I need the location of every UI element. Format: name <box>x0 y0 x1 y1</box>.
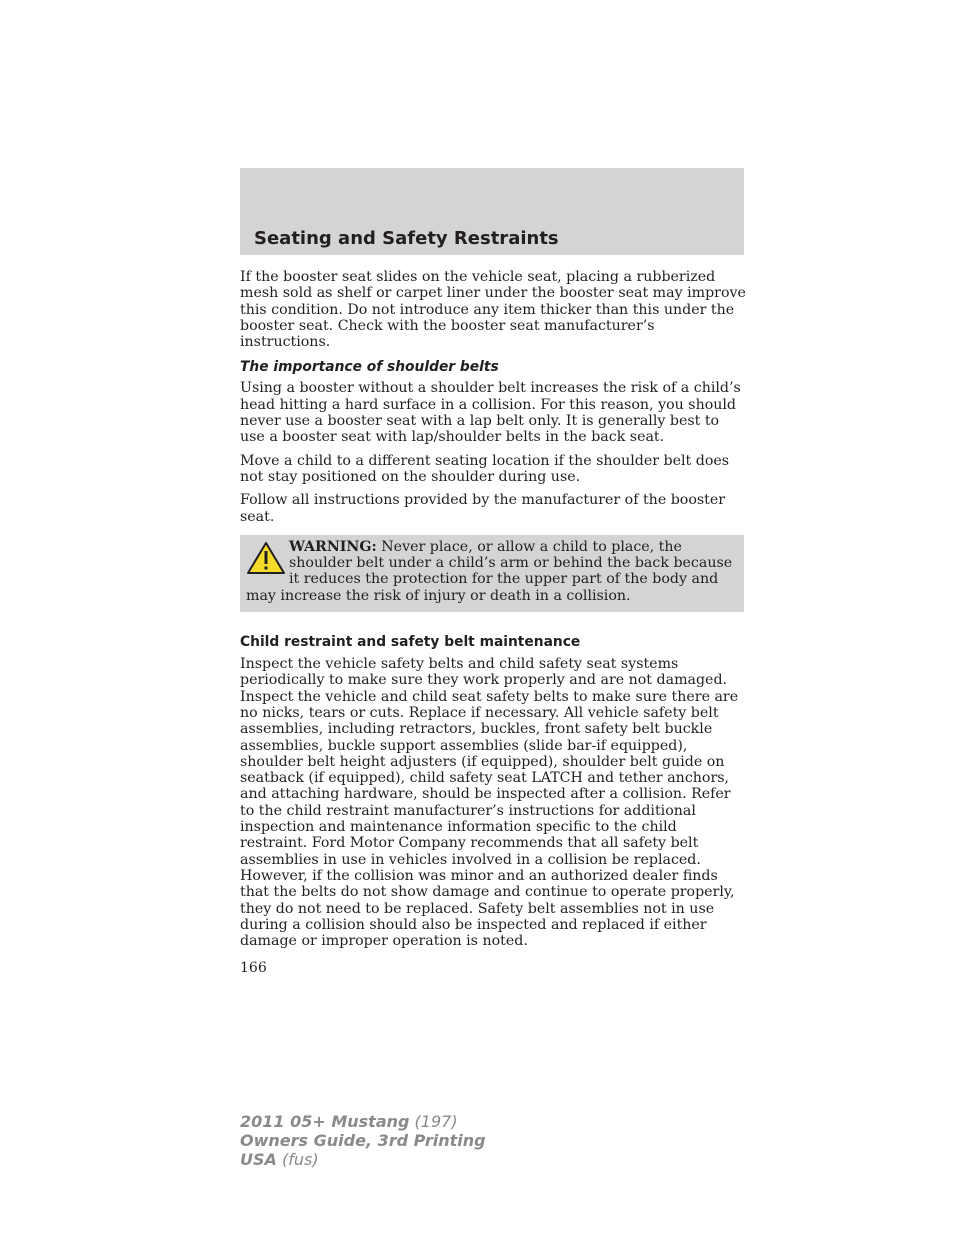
warning-text-block <box>246 539 738 604</box>
footer-line-2 <box>240 1131 486 1150</box>
shoulder-belts-paragraph-1: Using a booster without a shoulder belt increases the risk of a child’s head hitting a hard surface in a collision. For this reason, you should never use a booster seat with a lap belt only. It is generally best to use a booster seat with lap/shoulder belts in the back seat. <box>240 380 741 446</box>
maintenance-heading: Child restraint and safety belt maintenance <box>240 634 581 651</box>
section-title: Seating and Safety Restraints <box>254 228 559 249</box>
document-footer <box>240 1112 486 1169</box>
footer-model: 2011 05+ Mustang <box>240 1112 410 1131</box>
warning-label: WARNING: <box>289 538 377 555</box>
page-content <box>240 269 746 949</box>
footer-edition: Owners Guide, 3rd Printing <box>240 1131 486 1150</box>
footer-model-code: (197) <box>409 1112 458 1131</box>
warning-triangle-icon <box>246 541 286 575</box>
section-header-band <box>240 168 744 255</box>
shoulder-belts-heading: The importance of shoulder belts <box>240 359 499 376</box>
warning-box <box>240 535 744 612</box>
shoulder-belts-paragraph-2: Move a child to a different seating location if the shoulder belt does not stay positioned on the shoulder during use. <box>240 452 730 485</box>
footer-line-3 <box>240 1150 486 1169</box>
intro-paragraph: If the booster seat slides on the vehicle seat, placing a rubberized mesh sold as shelf or carpet liner under the booster seat may improve this condition. Do not introduce any item thicker than this under the booster seat. Check with the booster seat manufacturer’s instructions. <box>240 269 746 351</box>
footer-market-code: (fus) <box>276 1150 319 1169</box>
page-number: 166 <box>240 960 267 976</box>
shoulder-belts-paragraph-3: Follow all instructions provided by the manufacturer of the booster seat. <box>240 492 726 525</box>
warning-text: Never place, or allow a child to place, the shoulder belt under a child’s arm or behind the back because it reduces the protection for the upper part of the body and may increase the risk of injury or death in a collision. <box>246 538 733 604</box>
footer-line-1 <box>240 1112 486 1131</box>
maintenance-paragraph: Inspect the vehicle safety belts and child safety seat systems periodically to make sure they work properly and are not damaged. Inspect the vehicle and child seat safety belts to make sure there are no nicks, tears or cuts. Replace if necessary. All vehicle safety belt assemblies, including retractors, buckles, front safety belt buckle assemblies, buckle support assemblies (slide bar-if equipped), shoulder belt height adjusters (if equipped), shoulder belt guide on seatback (if equipped), child safety seat LATCH and tether anchors, and attaching hardware, should be inspected after a collision. Refer to the child restraint manufacturer’s instructions for additional inspection and maintenance information specific to the child restraint. Ford Motor Company recommends that all safety belt assemblies in use in vehicles involved in a collision be replaced. However, if the collision was minor and an authorized dealer finds that the belts do not show damage and continue to operate properly, they do not need to be replaced. Safety belt assemblies not in use during a collision should also be inspected and replaced if either damage or improper operation is noted. <box>240 656 739 950</box>
footer-market: USA <box>240 1150 277 1169</box>
